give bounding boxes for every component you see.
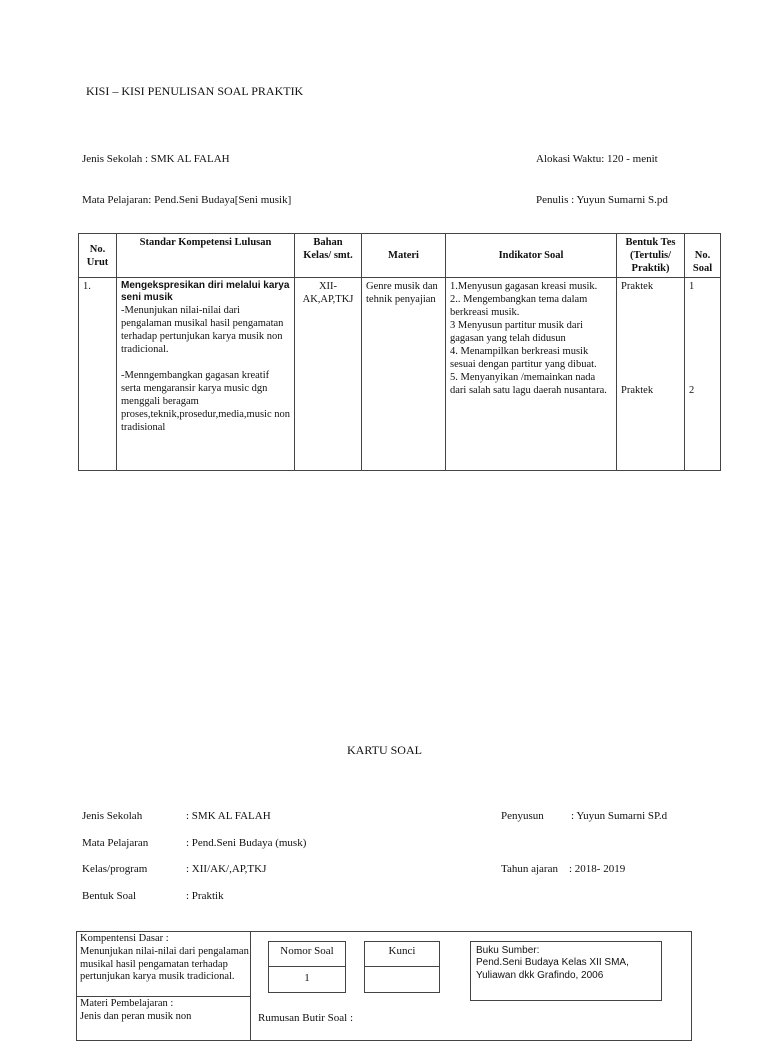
header-bahan-kelas: Bahan Kelas/ smt.: [295, 234, 362, 278]
sk-body: -Menunjukan nilai-nilai dari pengalaman musikal hasil pengamatan terhadap pertunjukan karya musik non tradicional. -Menngembangkan gagasan kreatif serta mengaransir karya music dgn menggali beragam proses,teknik,prosedur,media,music non tradisional: [121, 305, 291, 433]
header-indikator-soal: Indikator Soal: [446, 234, 617, 278]
kunci-label: Kunci: [388, 945, 416, 957]
row-indikator: 1.Menyusun gagasan kreasi musik. 2.. Mengembangkan tema dalam berkreasi musik. 3 Menyusun partitur musik dari gagasan yang telah didusun 4. Menampilkan berkreasi musik sesuai dengan partitur yang dibuat. 5. Menyanyikan /memainkan nada dari salah satu lagu daerah nusantara.: [446, 278, 617, 471]
row-bentuk-tes: [617, 278, 685, 471]
no-soal-1: 1: [689, 281, 695, 292]
kartu-tahun-value: : 2018- 2019: [569, 863, 626, 875]
buku-sumber-text: Pend.Seni Budaya Kelas XII SMA, Yuliawan dkk Grafindo, 2006: [476, 957, 629, 981]
kartu-bentuk-label: Bentuk Soal: [82, 890, 137, 902]
kisi-mata-pelajaran: Mata Pelajaran: Pend.Seni Budaya[Seni musik]: [82, 194, 292, 206]
row-standar-kompetensi: [117, 278, 295, 471]
rumusan-butir-label: Rumusan Butir Soal :: [258, 1012, 354, 1024]
bentuk-tes-1: Praktek: [621, 281, 654, 292]
nomor-soal-divider: [268, 966, 346, 967]
row-no-soal: [685, 278, 721, 471]
kartu-kelas-label: Kelas/program: [82, 863, 148, 875]
kartu-tahun-label: Tahun ajaran: [501, 863, 558, 875]
sk-title: Mengekspresikan diri melalui karya seni musik: [121, 280, 290, 303]
nomor-soal-label: Nomor Soal: [280, 945, 334, 957]
kartu-mata-pelajaran-value: : Pend.Seni Budaya (musk): [186, 837, 307, 849]
kisi-table: [78, 233, 721, 471]
kartu-kelas-value: : XII/AK/,AP,TKJ: [186, 863, 267, 875]
kartu-mata-pelajaran-label: Mata Pelajaran: [82, 837, 149, 849]
buku-sumber-label: Buku Sumber:: [476, 945, 540, 956]
materi-label: Materi Pembelajaran :: [80, 998, 174, 1009]
no-soal-2: 2: [689, 385, 695, 396]
kartu-bentuk-value: : Praktik: [186, 890, 224, 902]
kartu-penyusun-value: : Yuyun Sumarni SP.d: [571, 810, 668, 822]
bentuk-tes-2: Praktek: [621, 385, 654, 396]
kartu-penyusun-label: Penyusun: [501, 810, 544, 822]
kd-text: Menunjukan nilai-nilai dari pengalaman musikal hasil pengamatan terhadap pertunjukan karya musik tradicional.: [80, 946, 249, 982]
header-materi: Materi: [362, 234, 446, 278]
table-row: [79, 278, 721, 471]
nomor-soal-value: 1: [304, 972, 310, 984]
kisi-table-header: [79, 234, 721, 278]
kisi-alokasi-waktu: Alokasi Waktu: 120 - menit: [536, 153, 658, 165]
kd-label: Kompentensi Dasar :: [80, 933, 169, 944]
kisi-jenis-sekolah: Jenis Sekolah : SMK AL FALAH: [82, 153, 230, 165]
kunci-divider: [364, 966, 440, 967]
kisi-penulis: Penulis : Yuyun Sumarni S.pd: [536, 194, 668, 206]
kartu-jenis-sekolah-label: Jenis Sekolah: [82, 810, 143, 822]
header-no-urut: No. Urut: [79, 234, 117, 278]
row-bahan-kelas: XII-AK,AP,TKJ: [295, 278, 362, 471]
kartu-jenis-sekolah-value: : SMK AL FALAH: [186, 810, 271, 822]
header-no-soal: No. Soal: [685, 234, 721, 278]
kartu-title: KARTU SOAL: [347, 743, 422, 757]
row-materi: Genre musik dan tehnik penyajian: [362, 278, 446, 471]
materi-text: Jenis dan peran musik non: [80, 1011, 192, 1022]
header-standar-kompetensi: Standar Kompetensi Lulusan: [117, 234, 295, 278]
kisi-title: KISI – KISI PENULISAN SOAL PRAKTIK: [86, 84, 304, 98]
kartu-left-divider: [76, 996, 251, 997]
header-bentuk-tes: Bentuk Tes (Tertulis/ Praktik): [617, 234, 685, 278]
row-no: 1.: [79, 278, 117, 471]
